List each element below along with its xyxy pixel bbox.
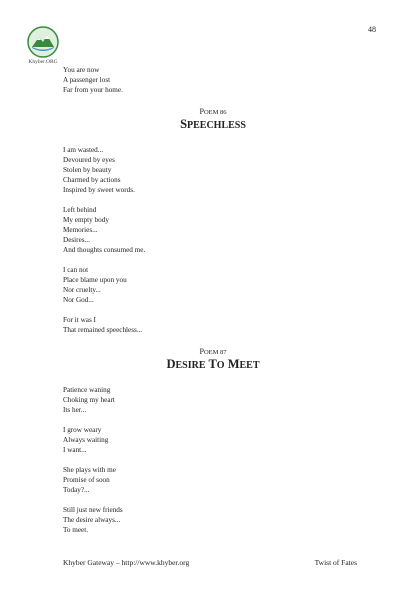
- poem-line: Today?...: [63, 486, 90, 494]
- poem-line: Far from your home.: [63, 86, 123, 94]
- poem-87-stanza-4: [63, 505, 363, 535]
- poem-line: Nor cruelty...: [63, 286, 101, 294]
- poem-line: Patience waning: [63, 386, 111, 394]
- poem-86-stanza-2: [63, 205, 363, 255]
- poem-86-stanza-3: [63, 265, 363, 305]
- poem-86-stanza-4: [63, 315, 363, 335]
- poem-87-stanza-1: [63, 385, 363, 415]
- footer-source: Khyber Gateway – http://www.khyber.org: [63, 558, 190, 567]
- poem-line: Choking my heart: [63, 396, 115, 404]
- page-content: [63, 65, 363, 535]
- poem-line: Devoured by eyes: [63, 156, 115, 164]
- poem-line: Inspired by sweet words.: [63, 186, 135, 194]
- poem-line: Left behind: [63, 206, 97, 214]
- poem-87-number: POEM 87: [199, 347, 227, 356]
- poem-86-title: SPEECHLESS: [180, 117, 246, 131]
- poem-line: And thoughts consumed me.: [63, 246, 146, 254]
- page-number: 48: [368, 25, 376, 34]
- poem-line: Charmed by actions: [63, 176, 121, 184]
- poem-line: A passenger lost: [63, 76, 111, 84]
- footer-book-title: Twist of Fates: [314, 558, 357, 567]
- logo-text: Khyber.ORG: [28, 59, 58, 65]
- mountain-emblem-icon: [27, 26, 59, 58]
- poem-86-stanza-1: [63, 145, 363, 195]
- poem-87-stanza-3: [63, 465, 363, 495]
- poem-line: That remained speechless...: [63, 326, 143, 334]
- poem-line: Promise of soon: [63, 476, 110, 484]
- poem-line: I am wasted...: [63, 146, 104, 154]
- poem-line: Still just new friends: [63, 506, 123, 514]
- poem-line: For it was I: [63, 316, 96, 324]
- poem-line: Nor God...: [63, 296, 94, 304]
- poem-line: Its her...: [63, 406, 87, 414]
- poem-line: My empty body: [63, 216, 109, 224]
- poem-line: Place blame upon you: [63, 276, 127, 284]
- poem-line: I can not: [63, 266, 89, 274]
- poem-86-number: POEM 86: [199, 107, 227, 116]
- poem-line: I want...: [63, 446, 87, 454]
- poem-87-stanza-2: [63, 425, 363, 455]
- poem-87-title: DESIRE TO MEET: [166, 357, 260, 371]
- poem-line: Desires...: [63, 236, 90, 244]
- page-footer: [63, 558, 357, 567]
- poem-line: The desire always...: [63, 516, 121, 524]
- poem-line: You are now: [63, 66, 100, 74]
- khyber-logo: [24, 26, 62, 65]
- poem-line: Stolen by beauty: [63, 166, 112, 174]
- poem-line: To meet.: [63, 526, 89, 534]
- intro-stanza: [63, 65, 363, 95]
- poem-line: She plays with me: [63, 466, 116, 474]
- poem-line: Memories...: [63, 226, 98, 234]
- poem-line: I grow weary: [63, 426, 102, 434]
- poem-line: Always waiting: [63, 436, 109, 444]
